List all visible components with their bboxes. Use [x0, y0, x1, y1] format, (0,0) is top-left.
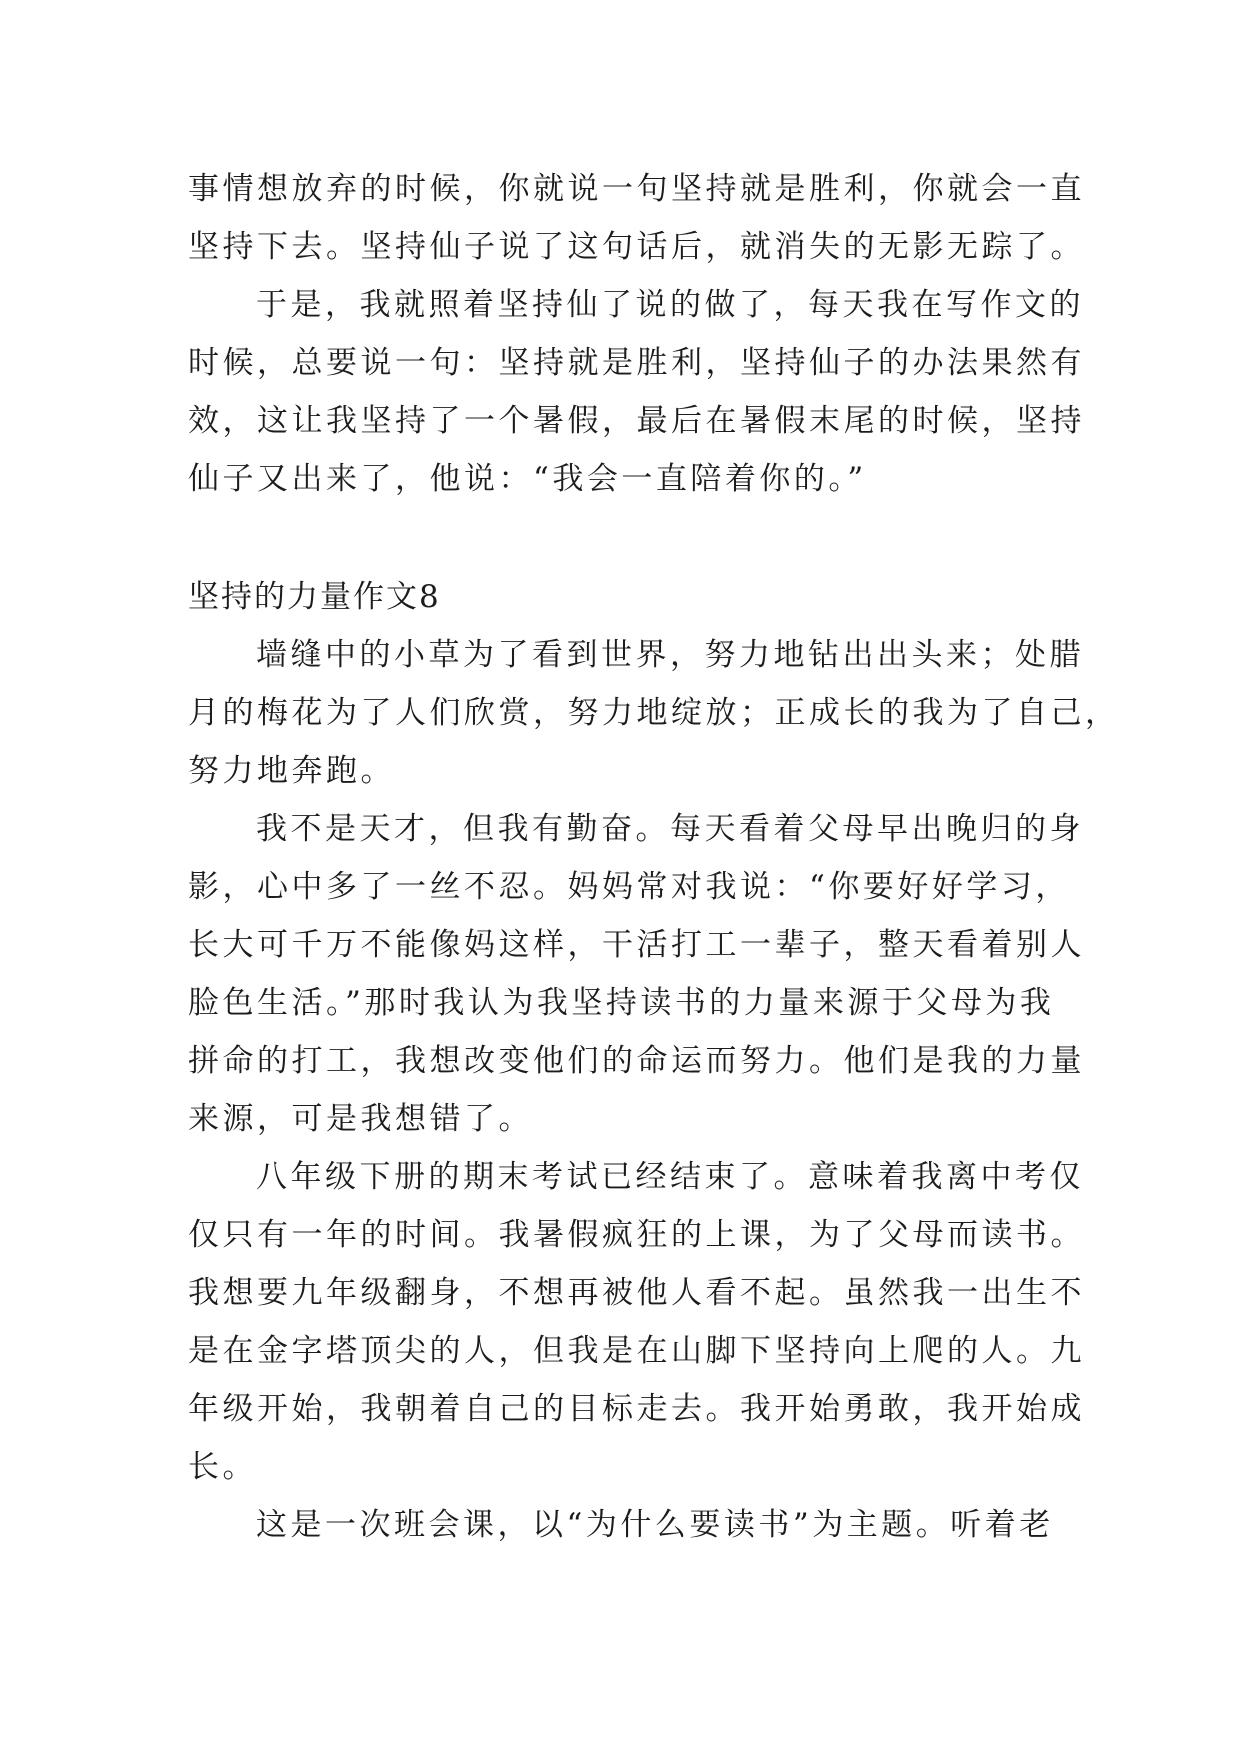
section-gap [188, 508, 1058, 568]
text-line: 我不是天才，但我有勤奋。每天看着父母早出晚归的身 [256, 811, 1084, 847]
paragraph-continued [188, 160, 1085, 276]
paragraph [188, 1496, 1058, 1554]
paragraph [188, 276, 1085, 508]
text-line: 时候，总要说一句：坚持就是胜利，坚持仙子的办法果然有 [188, 345, 1085, 381]
text-line: 墙缝中的小草为了看到世界，努力地钻出出头来；处腊 [256, 637, 1084, 673]
text-line: 拼命的打工，我想改变他们的命运而努力。他们是我的力量 [188, 1043, 1085, 1079]
text-line: 影，心中多了一丝不忍。妈妈常对我说：“你要好好学习， [188, 869, 1070, 905]
text-line: 坚持下去。坚持仙子说了这句话后，就消失的无影无踪了。 [188, 229, 1085, 265]
section-title: 坚持的力量作文8 [188, 579, 441, 615]
text-line: 仅只有一年的时间。我暑假疯狂的上课，为了父母而读书。 [188, 1217, 1085, 1253]
text-column [188, 160, 1120, 1554]
text-line: 长大可千万不能像妈这样，干活打工一辈子，整天看着别人 [188, 927, 1085, 963]
text-line: 八年级下册的期末考试已经结束了。意味着我离中考仅 [256, 1159, 1084, 1195]
text-line: 努力地奔跑。 [188, 753, 395, 789]
text-line: 我想要九年级翻身，不想再被他人看不起。虽然我一出生不 [188, 1275, 1085, 1311]
text-line: 于是，我就照着坚持仙了说的做了，每天我在写作文的 [256, 287, 1084, 323]
text-line: 年级开始，我朝着自己的目标走去。我开始勇敢，我开始成 [188, 1391, 1085, 1427]
text-line: 长。 [188, 1449, 257, 1485]
text-line: 效，这让我坚持了一个暑假，最后在暑假末尾的时候，坚持 [188, 403, 1085, 439]
text-line: 事情想放弃的时候，你就说一句坚持就是胜利，你就会一直 [188, 171, 1085, 207]
text-line: 仙子又出来了，他说：“我会一直陪着你的。” [188, 461, 867, 497]
text-line: 这是一次班会课，以“为什么要读书”为主题。听着老 [256, 1507, 1054, 1543]
text-line: 是在金字塔顶尖的人，但我是在山脚下坚持向上爬的人。九 [188, 1333, 1085, 1369]
paragraph [188, 626, 1120, 800]
text-line: 月的梅花为了人们欣赏，努力地绽放；正成长的我为了自己， [188, 695, 1120, 731]
text-line: 来源，可是我想错了。 [188, 1101, 533, 1137]
paragraph [188, 1148, 1085, 1496]
paragraph [188, 800, 1085, 1148]
text-line: 脸色生活。”那时我认为我坚持读书的力量来源于父母为我 [188, 985, 1055, 1021]
